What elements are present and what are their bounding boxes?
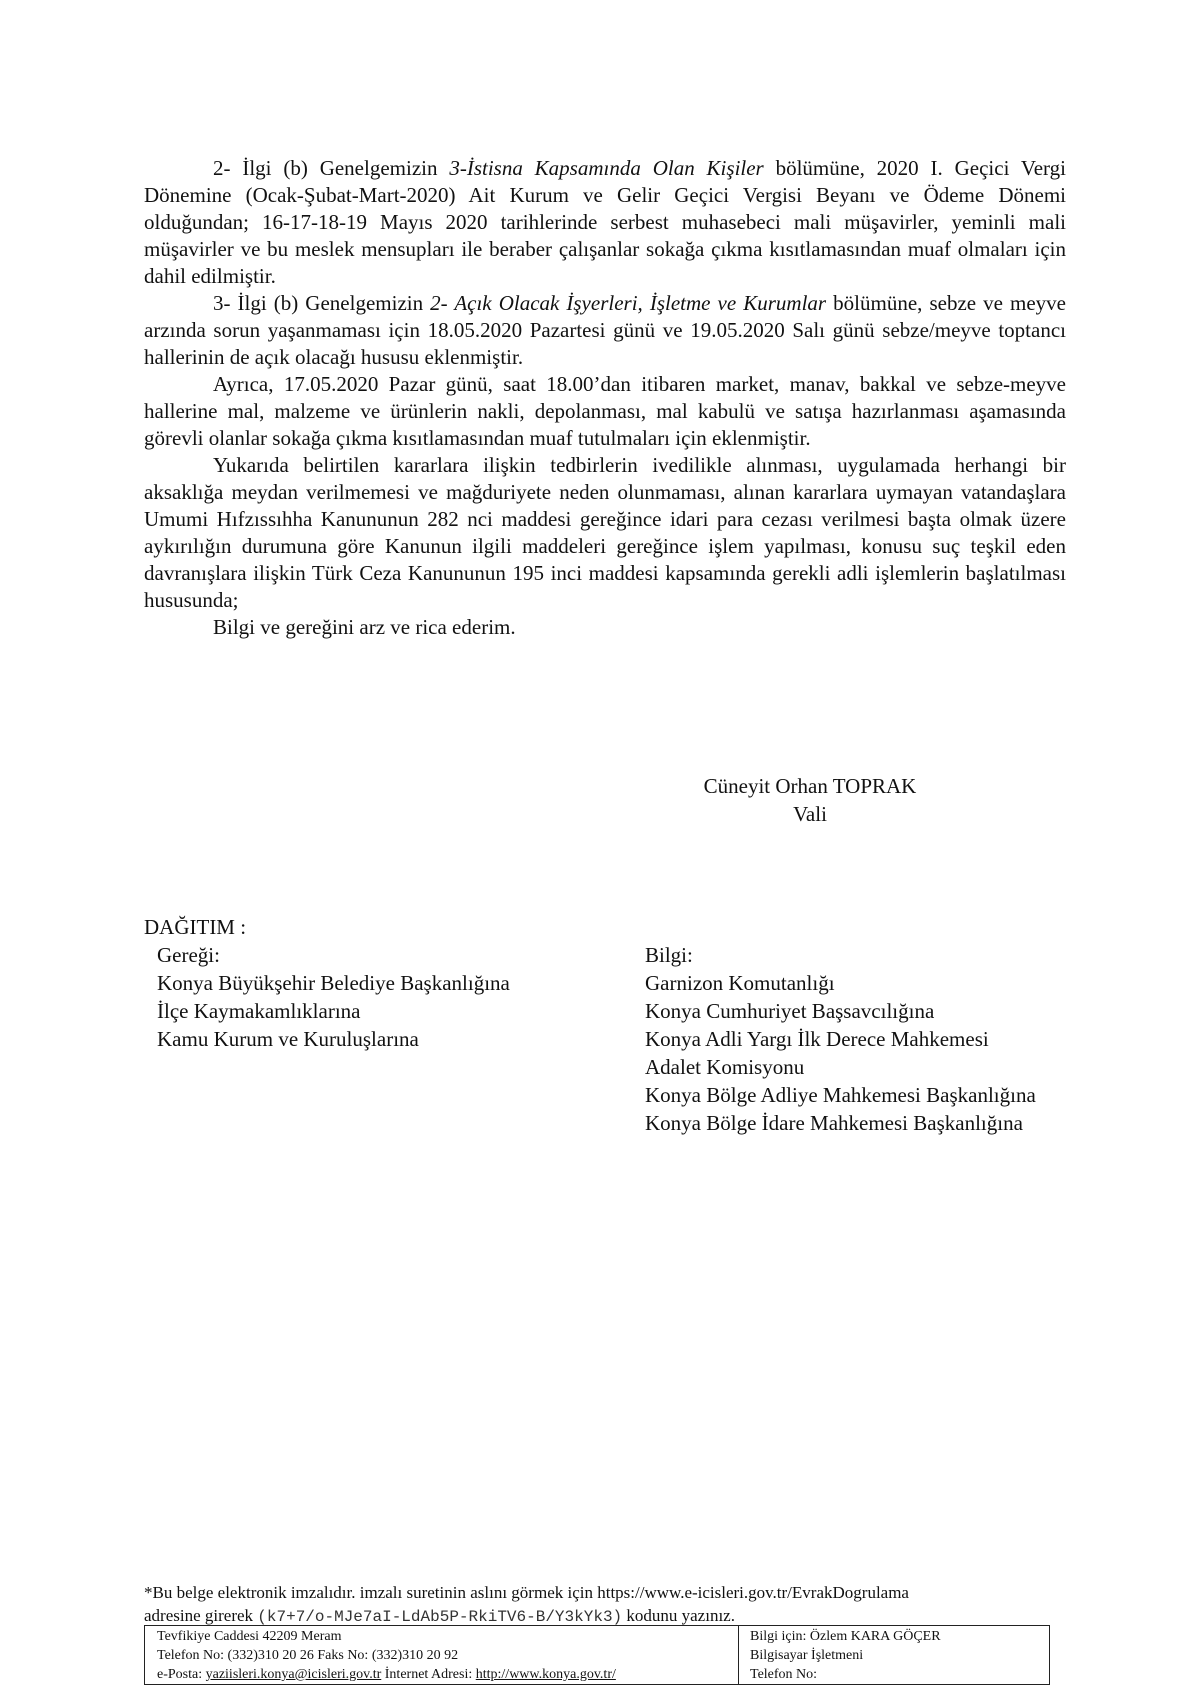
website-link[interactable]: http://www.konya.gov.tr/ xyxy=(475,1667,616,1682)
distribution-title: DAĞITIM : xyxy=(144,915,247,939)
list-item: Adalet Komisyonu xyxy=(645,1055,805,1079)
info-phone: Telefon No: xyxy=(750,1667,818,1682)
signature-block xyxy=(640,772,980,828)
footer-contact-box xyxy=(144,1625,1050,1685)
paragraph-3: Ayrıca, 17.05.2020 Pazar günü, saat 18.00’dan itibaren market, manav, bakkal ve sebze-meyve hallerine mal, malzeme ve ürünlerin nakli, depolanması, mal kabulü ve satışa hazırlanması aşamasında görevli olanlar sokağa çıkma kısıtlamasından muaf tutulmaları için eklenmiştir. xyxy=(144,372,1066,450)
signer-title: Vali xyxy=(793,802,827,826)
e-signature-note-line: adresine girerek (k7+7/o-MJe7aI-LdAb5P-RkiTV6-B/Y3kYk3) kodunu yazınız. xyxy=(144,1606,735,1626)
e-signature-note-line: *Bu belge elektronik imzalıdır. imzalı suretinin aslını görmek için https://www.e-icisleri.gov.tr/EvrakDogrulama xyxy=(144,1583,909,1602)
list-item: Garnizon Komutanlığı xyxy=(645,971,835,995)
footer-contact-line: e-Posta: yaziisleri.konya@icisleri.gov.tr İnternet Adresi: http://www.konya.gov.tr/ xyxy=(157,1667,616,1682)
info-department: Bilgisayar İşletmeni xyxy=(750,1648,864,1663)
distribution-info-heading: Bilgi: xyxy=(645,943,693,967)
signer-name: Cüneyit Orhan TOPRAK xyxy=(703,774,917,798)
list-item: Konya Cumhuriyet Başsavcılığına xyxy=(645,999,935,1023)
footer-address: Tevfikiye Caddesi 42209 Meram xyxy=(157,1629,342,1644)
list-item: Konya Bölge Adliye Mahkemesi Başkanlığına xyxy=(645,1083,1036,1107)
letter-body xyxy=(144,155,1066,641)
distribution-action-heading: Gereği: xyxy=(157,943,220,967)
list-item: Kamu Kurum ve Kuruluşlarına xyxy=(157,1027,419,1051)
email-link[interactable]: yaziisleri.konya@icisleri.gov.tr xyxy=(205,1667,382,1682)
list-item: Konya Bölge İdare Mahkemesi Başkanlığına xyxy=(645,1111,1023,1135)
distribution-info-list xyxy=(645,941,1036,1137)
paragraph-2: 3- İlgi (b) Genelgemizin 2- Açık Olacak İşyerleri, İşletme ve Kurumlar bölümüne, sebze ve meyve arzında sorun yaşanmaması için 18.05.2020 Pazartesi günü ve 19.05.2020 Salı günü sebze/meyve toptancı hallerinin de açık olacağı hususu eklenmiştir. xyxy=(144,291,1066,369)
section-title-italic: 2- Açık Olacak İşyerleri, İşletme ve Kurumlar xyxy=(430,291,827,315)
info-contact: Bilgi için: Özlem KARA GÖÇER xyxy=(750,1629,941,1644)
list-item: İlçe Kaymakamlıklarına xyxy=(157,999,361,1023)
footer-info-cell xyxy=(739,1626,1049,1684)
paragraph-closing: Bilgi ve gereğini arz ve rica ederim. xyxy=(213,615,516,639)
distribution-action-list xyxy=(157,941,510,1053)
list-item: Konya Büyükşehir Belediye Başkanlığına xyxy=(157,971,510,995)
footer-address-cell xyxy=(145,1626,739,1684)
footer-phone: Telefon No: (332)310 20 26 Faks No: (332)310 20 92 xyxy=(157,1648,459,1663)
section-title-italic: 3-İstisna Kapsamında Olan Kişiler xyxy=(449,156,764,180)
e-signature-note xyxy=(144,1581,1069,1629)
paragraph-1: 2- İlgi (b) Genelgemizin 3-İstisna Kapsamında Olan Kişiler bölümüne, 2020 I. Geçici Vergi Dönemine (Ocak-Şubat-Mart-2020) Ait Kurum ve Gelir Geçici Vergisi Beyanı ve Ödeme Dönemi olduğundan; 16-17-18-19 Mayıs 2020 tarihlerinde serbest muhasebeci mali müşavirler, yeminli mali müşavirler ve bu meslek mensupları ile beraber çalışanlar sokağa çıkma kısıtlamasından muaf olmaları için dahil edilmiştir. xyxy=(144,156,1066,288)
list-item: Konya Adli Yargı İlk Derece Mahkemesi xyxy=(645,1027,989,1051)
paragraph-4: Yukarıda belirtilen kararlara ilişkin tedbirlerin ivedilikle alınması, uygulamada herhangi bir aksaklığa meydan verilmemesi ve mağduriyete neden olunmaması, alınan kararlara uymayan vatandaşlara Umumi Hıfzıssıhha Kanununun 282 nci maddesi gereğince idari para cezası verilmesi başta olmak üzere aykırılığın durumuna göre Kanunun ilgili maddeleri gereğince işlem yapılması, konusu suç teşkil eden davranışlara ilişkin Türk Ceza Kanununun 195 inci maddesi kapsamında gerekli adli işlemlerin başlatılması hususunda; xyxy=(144,453,1066,612)
verification-code: (k7+7/o-MJe7aI-LdAb5P-RkiTV6-B/Y3kYk3) xyxy=(257,1608,623,1626)
